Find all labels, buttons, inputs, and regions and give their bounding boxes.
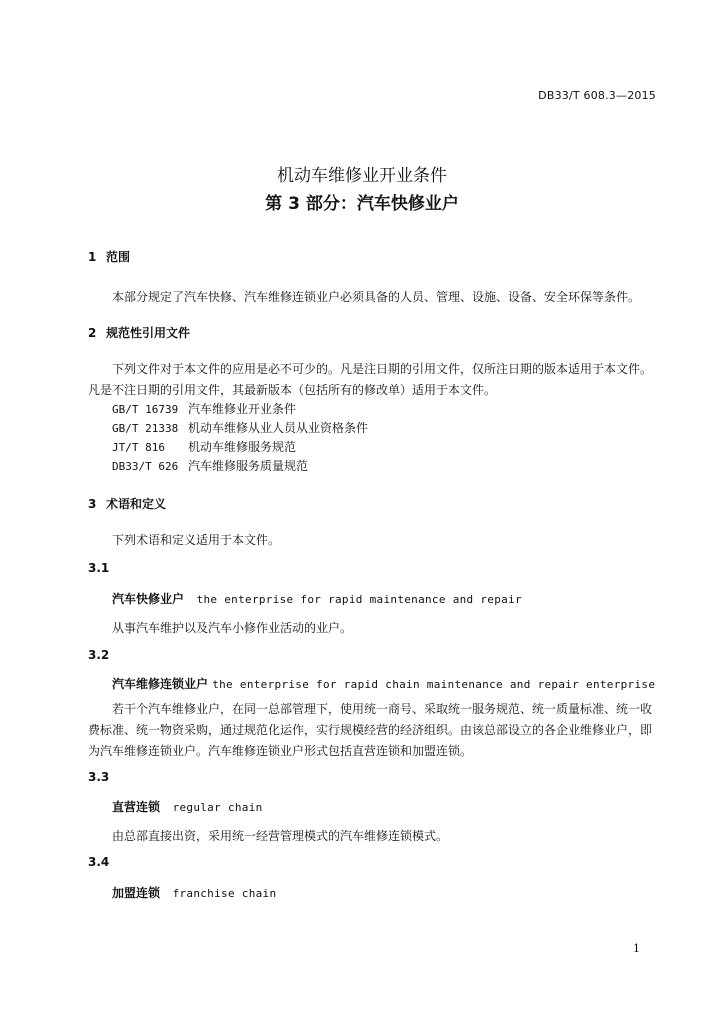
- section-3-text: 下列术语和定义适用于本文件。: [112, 533, 281, 547]
- section-2-text: 下列文件对于本文件的应用是必不可少的。凡是注日期的引用文件，仅所注日期的版本适用于本文件。凡是不注日期的引用文件，其最新版本（包括所有的修改单）适用于本文件。: [88, 362, 653, 397]
- reference-item: [112, 438, 296, 455]
- term-cn: 汽车快修业户: [112, 592, 185, 606]
- reference-name: 汽车维修业开业条件: [188, 402, 297, 416]
- reference-name: 机动车维修从业人员从业资格条件: [188, 421, 369, 435]
- section-number: 3: [88, 497, 97, 511]
- doc-title-line2: 第 3 部分：汽车快修业户: [265, 194, 459, 214]
- term-en: regular chain: [172, 801, 263, 814]
- term-heading: [112, 884, 276, 901]
- term-cn: 直营连锁: [112, 800, 161, 814]
- reference-item: [112, 457, 308, 474]
- reference-code: JT/T 816: [112, 441, 165, 454]
- term-number: 3.1: [88, 561, 110, 575]
- term-en: franchise chain: [172, 887, 277, 900]
- reference-item: [112, 400, 296, 417]
- section-1-heading: [88, 248, 130, 265]
- section-1-text: 本部分规定了汽车快修、汽车维修连锁业户必须具备的人员、管理、设施、设备、安全环保等条件。: [112, 290, 641, 304]
- section-3-heading: [88, 495, 166, 512]
- term-heading: [112, 675, 655, 692]
- reference-code: GB/T 21338: [112, 422, 179, 435]
- reference-name: 机动车维修服务规范: [188, 440, 297, 454]
- term-definition: 若干个汽车维修业户，在同一总部管理下，使用统一商号、采取统一服务规范、统一质量标准、统一收费标准、统一物资采购，通过规范化运作，实行规模经营的经济组织。由该总部设立的各企业维修业户，即为汽车维修连锁业户。汽车维修连锁业户形式包括直营连锁和加盟连锁。: [88, 702, 653, 758]
- term-number: 3.2: [88, 648, 110, 662]
- term-cn: 汽车维修连锁业户: [112, 677, 209, 691]
- reference-name: 汽车维修服务质量规范: [188, 459, 309, 473]
- term-number: 3.4: [88, 855, 110, 869]
- reference-code: GB/T 16739: [112, 403, 179, 416]
- reference-code: DB33/T 626: [112, 460, 179, 473]
- section-title: 规范性引用文件: [106, 326, 191, 340]
- term-definition: 由总部直接出资，采用统一经营管理模式的汽车维修连锁模式。: [112, 829, 449, 843]
- section-number: 1: [88, 250, 97, 264]
- term-cn: 加盟连锁: [112, 886, 161, 900]
- term-number: 3.3: [88, 770, 110, 784]
- section-title: 术语和定义: [106, 497, 167, 511]
- page-number: 1: [633, 942, 640, 955]
- term-en: the enterprise for rapid chain maintenance and repair enterprise: [212, 678, 656, 691]
- term-heading: [112, 590, 522, 607]
- section-2-heading: [88, 324, 190, 341]
- term-en: the enterprise for rapid maintenance and repair: [196, 593, 522, 606]
- section-title: 范围: [106, 250, 131, 264]
- doc-number: DB33/T 608.3—2015: [538, 89, 656, 102]
- reference-item: [112, 419, 368, 436]
- section-number: 2: [88, 326, 97, 340]
- doc-title-line1: 机动车维修业开业条件: [277, 166, 447, 186]
- term-heading: [112, 798, 263, 815]
- term-definition: 从事汽车维护以及汽车小修作业活动的业户。: [112, 621, 353, 635]
